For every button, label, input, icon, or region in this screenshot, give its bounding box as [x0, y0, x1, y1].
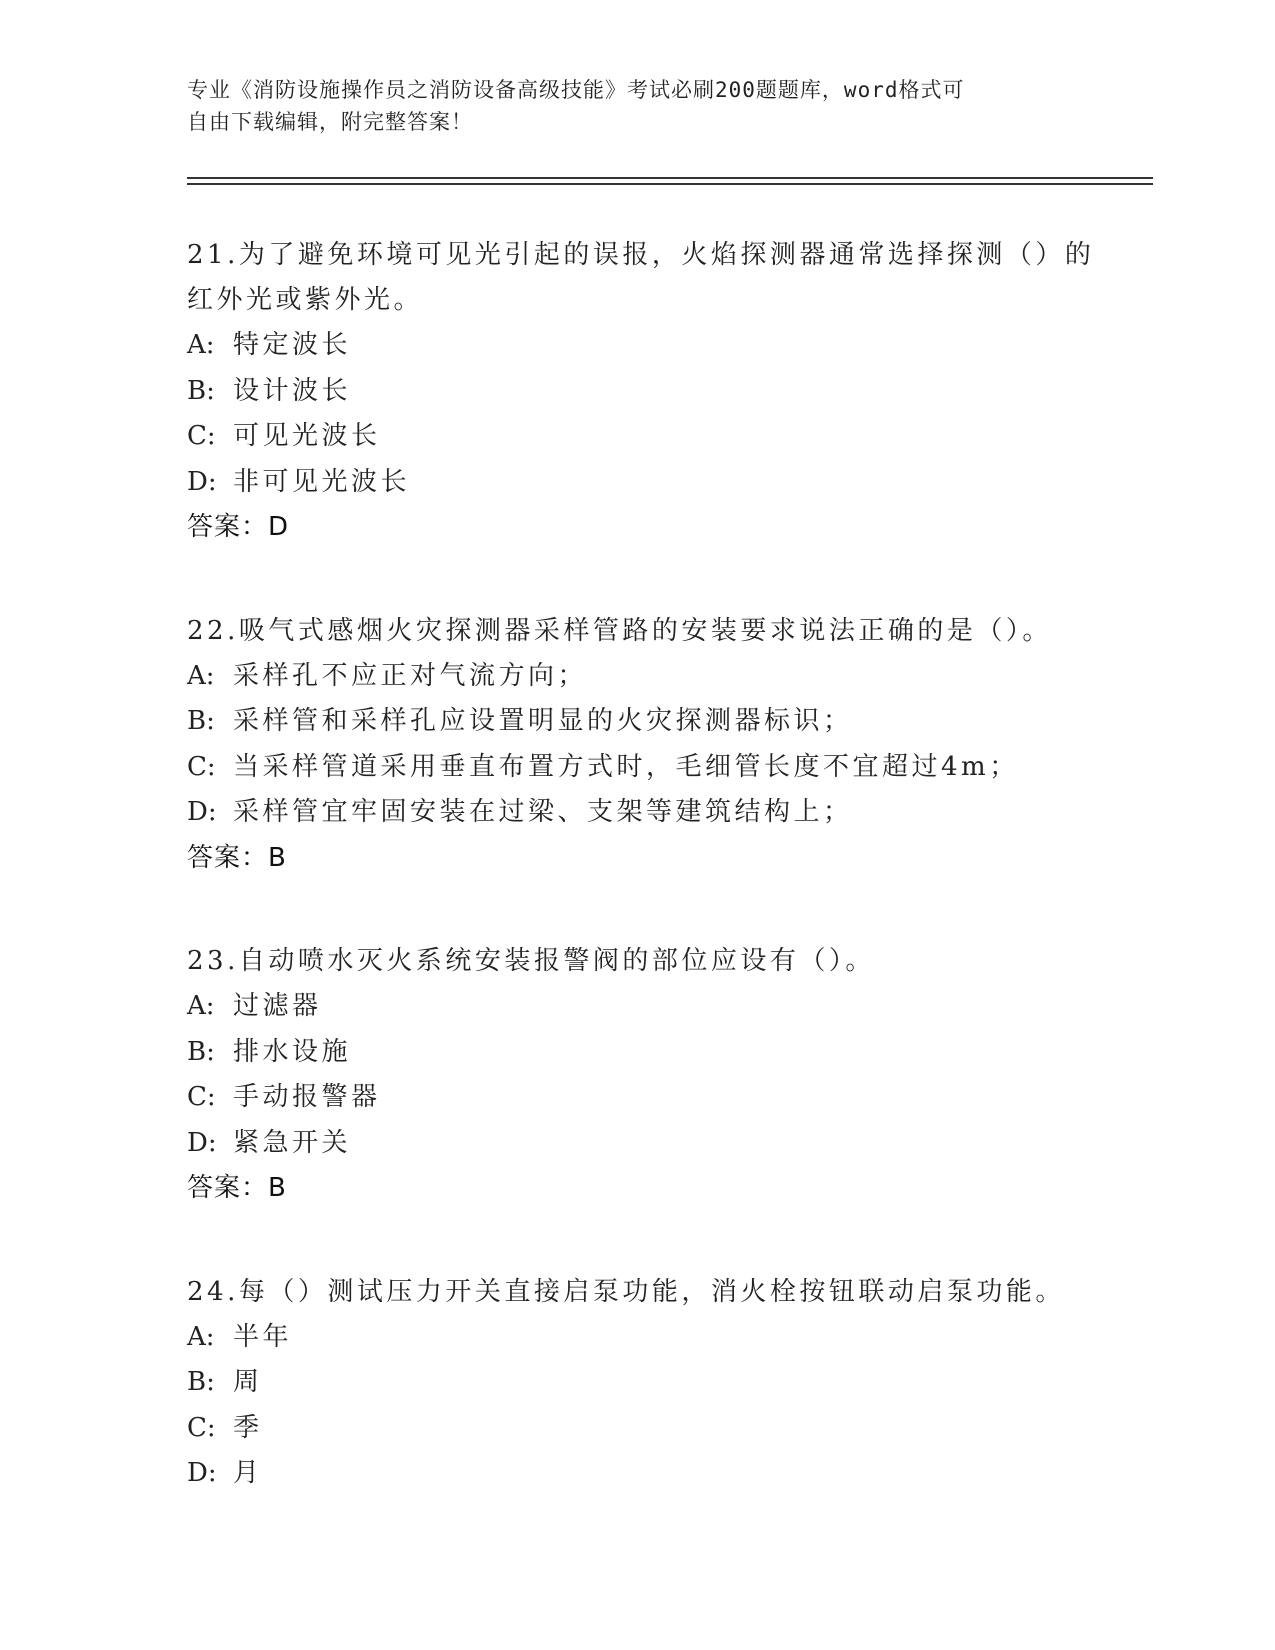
header-divider-top — [187, 177, 1153, 179]
question-21 — [187, 233, 1107, 551]
option-d — [187, 790, 1107, 836]
option-letter: B: — [187, 706, 215, 736]
option-d — [187, 460, 1107, 506]
option-a — [187, 1315, 1107, 1361]
option-c — [187, 745, 1107, 791]
question-23 — [187, 939, 1107, 1212]
option-text: 可见光波长 — [233, 421, 381, 451]
option-d — [187, 1121, 1107, 1167]
option-text: 排水设施 — [233, 1036, 352, 1067]
option-text: 采样孔不应正对气流方向； — [233, 660, 588, 691]
document-header — [187, 74, 1087, 138]
option-letter: C: — [187, 421, 216, 451]
option-letter: A: — [187, 991, 215, 1021]
option-text: 季 — [233, 1412, 263, 1443]
option-c — [187, 1075, 1107, 1121]
option-letter: A: — [187, 330, 215, 360]
option-c — [187, 1406, 1107, 1452]
option-letter: A: — [187, 1321, 215, 1352]
option-text: 周 — [233, 1367, 263, 1397]
option-letter: D: — [187, 466, 217, 497]
option-letter: D: — [187, 1458, 217, 1488]
question-22 — [187, 609, 1107, 882]
option-text: 紧急开关 — [233, 1127, 352, 1158]
option-a — [187, 654, 1107, 700]
option-letter: D: — [187, 1127, 217, 1158]
option-text: 非可见光波长 — [233, 466, 411, 497]
option-text: 设计波长 — [233, 375, 352, 406]
header-divider-bottom — [187, 183, 1153, 185]
option-b — [187, 1360, 1107, 1406]
option-text: 月 — [233, 1458, 263, 1488]
option-text: 半年 — [233, 1321, 293, 1352]
question-list — [187, 233, 1107, 1555]
option-letter: B: — [187, 1367, 215, 1397]
option-text: 特定波长 — [233, 330, 352, 360]
option-text: 过滤器 — [233, 991, 322, 1021]
answer-line: 答案：B — [187, 1173, 287, 1203]
option-letter: C: — [187, 1412, 216, 1443]
answer-line: 答案：D — [187, 512, 290, 542]
option-text: 采样管宜牢固安装在过梁、支架等建筑结构上； — [233, 797, 853, 827]
question-24 — [187, 1270, 1107, 1497]
option-letter: B: — [187, 375, 215, 406]
option-d — [187, 1451, 1107, 1497]
option-text: 当采样管道采用垂直布置方式时，毛细管长度不宜超过4m； — [233, 751, 1019, 782]
question-text: 21.为了避免环境可见光引起的误报，火焰探测器通常选择探测（）的红外光或紫外光。 — [187, 240, 1095, 315]
option-b — [187, 1030, 1107, 1076]
option-letter: D: — [187, 797, 217, 827]
answer-line: 答案：B — [187, 842, 287, 873]
option-text: 手动报警器 — [233, 1082, 381, 1112]
question-text: 22.吸气式感烟火灾探测器采样管路的安装要求说法正确的是（）。 — [187, 615, 1052, 646]
option-letter: C: — [187, 1082, 216, 1112]
option-a — [187, 323, 1107, 369]
question-text: 23.自动喷水灭火系统安装报警阀的部位应设有（）。 — [187, 946, 875, 976]
option-b — [187, 369, 1107, 415]
header-line-2: 自由下载编辑，附完整答案！ — [187, 110, 473, 134]
option-letter: B: — [187, 1036, 215, 1067]
header-line-1: 专业《消防设施操作员之消防设备高级技能》考试必刷200题题库，word格式可 — [187, 78, 965, 102]
option-letter: A: — [187, 660, 215, 691]
question-text: 24.每（）测试压力开关直接启泵功能，消火栓按钮联动启泵功能。 — [187, 1276, 1065, 1307]
option-letter: C: — [187, 751, 216, 782]
option-text: 采样管和采样孔应设置明显的火灾探测器标识； — [233, 706, 853, 736]
option-b — [187, 699, 1107, 745]
option-c — [187, 414, 1107, 460]
option-a — [187, 984, 1107, 1030]
